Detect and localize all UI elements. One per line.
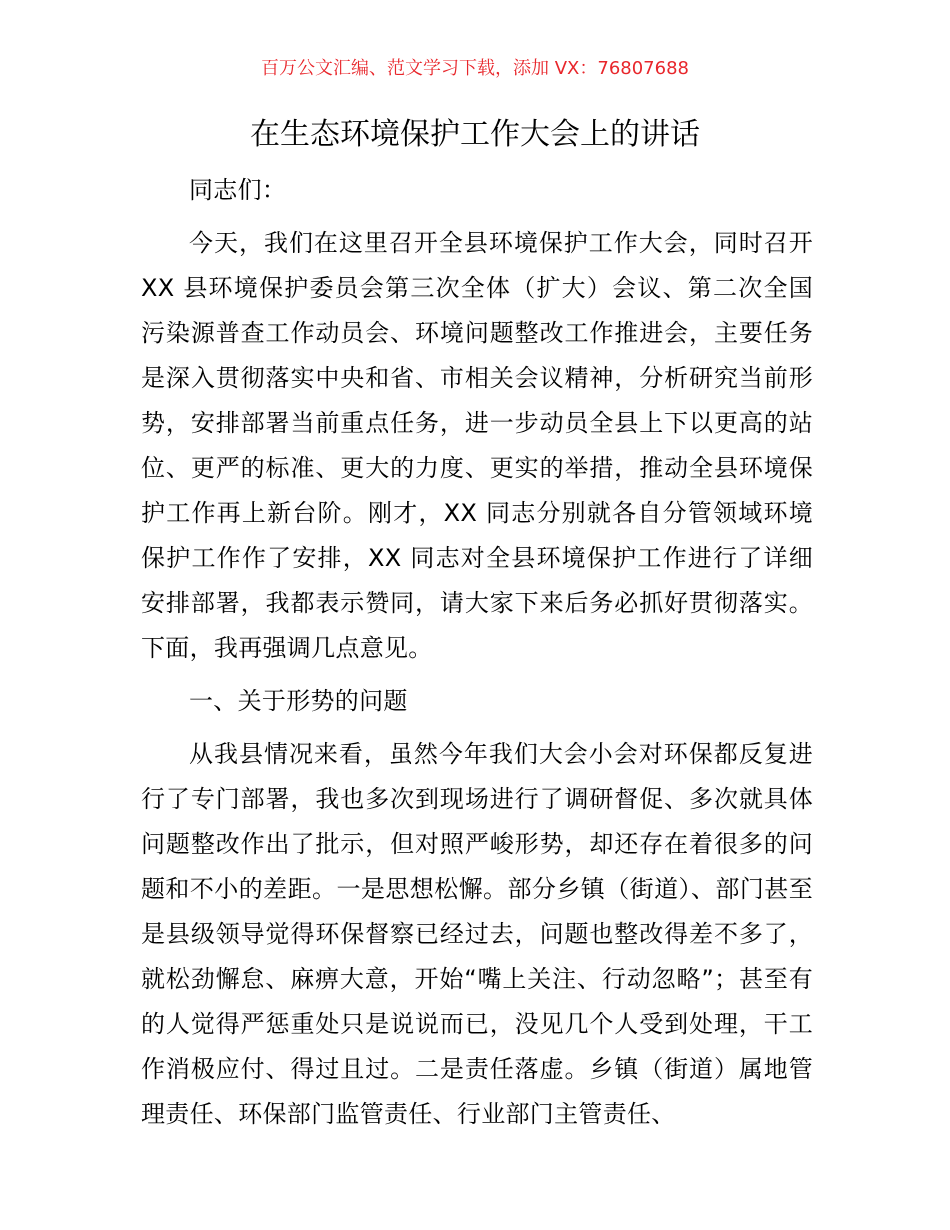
paragraph-intro: 今天，我们在这里召开全县环境保护工作大会，同时召开 XX 县环境保护委员会第三次全体（扩大）会议、第二次全国污染源普查工作动员会、环境问题整改工作推进会，主要任务是深入贯彻落实中央和省、市相关会议精神，分析研究当前形势，安排部署当前重点任务，进一步动员全县上下以更高的站位、更严的标准、更大的力度、更实的举措，推动全县环境保护工作再上新台阶。刚才，XX 同志分别就各自分管领域环境保护工作作了安排，XX 同志对全县环境保护工作进行了详细安排部署，我都表示赞同，请大家下来后务必抓好贯彻落实。下面，我再强调几点意见。 (141, 229, 813, 662)
watermark-banner: 百万公文汇编、范文学习下载，添加 VX：76807688 (261, 58, 689, 79)
salutation: 同志们： (189, 176, 287, 204)
section-heading: 一、关于形势的问题 (189, 687, 408, 715)
paragraph-situation: 从我县情况来看，虽然今年我们大会小会对环保都反复进行了专门部署，我也多次到现场进行了调研督促、多次就具体问题整改作出了批示，但对照严峻形势，却还存在着很多的问题和不小的差距。一是思想松懈。部分乡镇（街道）、部门甚至是县级领导觉得环保督察已经过去，问题也整改得差不多了，就松劲懈怠、麻痹大意，开始“嘴上关注、行动忽略”；甚至有的人觉得严惩重处只是说说而已，没见几个人受到处理，干工作消极应付、得过且过。二是责任落虚。乡镇（街道）属地管理责任、环保部门监管责任、行业部门主管责任、 (141, 740, 813, 1128)
document-title: 在生态环境保护工作大会上的讲话 (250, 117, 700, 152)
document-body (141, 168, 813, 1137)
